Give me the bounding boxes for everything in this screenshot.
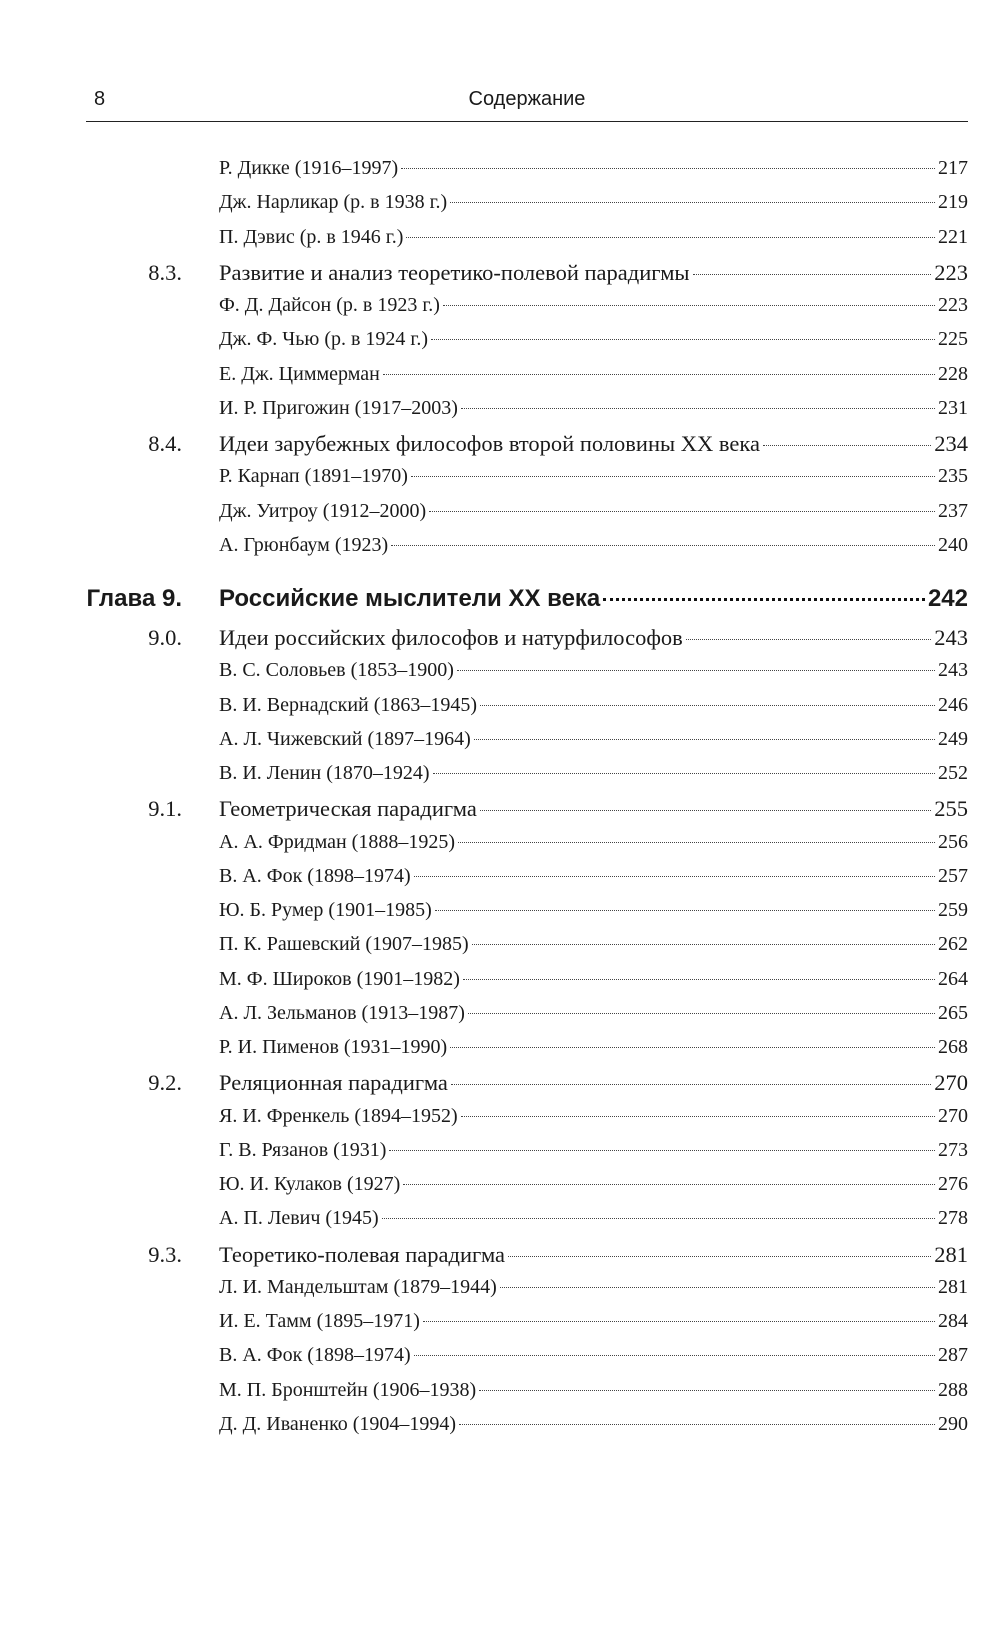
toc-person-entry[interactable]	[86, 1036, 968, 1070]
dot-leader	[472, 944, 935, 945]
toc-entry-page-number: 278	[938, 1207, 968, 1230]
dot-leader	[603, 598, 925, 601]
dot-leader	[461, 408, 935, 409]
toc-entry-title: А. П. Левич (1945)	[219, 1207, 379, 1230]
toc-person-entry[interactable]	[86, 1310, 968, 1344]
toc-entry-page-number: 242	[927, 585, 968, 612]
dot-leader	[383, 374, 935, 375]
toc-entry-page-number: 234	[934, 431, 968, 456]
toc-person-entry[interactable]	[86, 1173, 968, 1207]
toc-entry-number: 9.0.	[148, 625, 182, 650]
toc-entry-title: Ю. Б. Румер (1901–1985)	[219, 899, 432, 921]
dot-leader	[443, 305, 935, 306]
toc-entry-title: Я. И. Френкель (1894–1952)	[219, 1104, 458, 1127]
toc-person-entry[interactable]	[86, 397, 968, 431]
dot-leader	[693, 274, 932, 275]
toc-entry-title: Идеи российских философов и натурфилософов	[219, 625, 683, 650]
toc-entry-page-number: 219	[938, 191, 968, 214]
toc-entry-page-number: 221	[938, 225, 968, 248]
toc-entry-number: 8.4.	[148, 431, 182, 456]
toc-entry-page-number: 256	[938, 830, 968, 853]
toc-person-entry[interactable]	[86, 831, 968, 865]
toc-entry-title: Теоретико-полевая парадигма	[219, 1241, 506, 1267]
toc-entry-page-number: 288	[938, 1378, 968, 1401]
toc-entry-title: Реляционная парадигма	[219, 1070, 448, 1096]
toc-person-entry[interactable]	[86, 465, 968, 499]
toc-section-entry[interactable]	[86, 625, 968, 659]
toc-section-entry[interactable]	[86, 1070, 968, 1104]
toc-entry-number: Глава 9.	[86, 585, 182, 612]
dot-leader	[414, 1355, 935, 1356]
toc-entry-title: В. С. Соловьев (1853–1900)	[219, 659, 454, 682]
toc-entry-page-number: 243	[938, 659, 968, 682]
toc-entry-title: А. Грюнбаум (1923)	[219, 533, 389, 556]
dot-leader	[411, 476, 935, 477]
dot-leader	[508, 1256, 931, 1257]
toc-entry-title: Идеи зарубежных философов второй половины XX века	[219, 431, 760, 456]
toc-entry-title: Е. Дж. Циммерман	[219, 362, 380, 385]
toc-person-entry[interactable]	[86, 294, 968, 328]
toc-person-entry[interactable]	[86, 1002, 968, 1036]
dot-leader	[479, 1390, 935, 1391]
toc-entry-page-number: 290	[938, 1412, 968, 1435]
dot-leader	[463, 979, 935, 980]
toc-entry-title: Г. В. Рязанов (1931)	[219, 1138, 387, 1161]
toc-entry-title: Геометрическая парадигма	[219, 796, 477, 822]
toc-entry-page-number: 257	[938, 864, 968, 887]
toc-entry-page-number: 225	[938, 328, 968, 351]
toc-section-entry[interactable]	[86, 796, 968, 830]
toc-entry-page-number: 255	[934, 796, 968, 822]
toc-person-entry[interactable]	[86, 1276, 968, 1310]
toc-person-entry[interactable]	[86, 933, 968, 967]
toc-person-entry[interactable]	[86, 157, 968, 191]
toc-person-entry[interactable]	[86, 968, 968, 1002]
toc-person-entry[interactable]	[86, 363, 968, 397]
toc-person-entry[interactable]	[86, 865, 968, 899]
dot-leader	[480, 810, 931, 811]
running-title: Содержание	[468, 88, 586, 110]
toc-entry-title: В. А. Фок (1898–1974)	[219, 1344, 411, 1367]
dot-leader	[458, 842, 935, 843]
toc-person-entry[interactable]	[86, 659, 968, 693]
toc-person-entry[interactable]	[86, 762, 968, 796]
toc-person-entry[interactable]	[86, 1105, 968, 1139]
toc-entry-page-number: 223	[934, 259, 968, 285]
toc-person-entry[interactable]	[86, 899, 968, 933]
toc-person-entry[interactable]	[86, 1207, 968, 1241]
toc-entry-title: Д. Д. Иваненко (1904–1994)	[219, 1412, 457, 1435]
toc-person-entry[interactable]	[86, 728, 968, 762]
toc-person-entry[interactable]	[86, 1344, 968, 1378]
toc-entry-page-number: 262	[938, 933, 968, 956]
toc-entry-page-number: 231	[938, 396, 968, 419]
toc-chapter-entry[interactable]	[86, 585, 968, 625]
toc-person-entry[interactable]	[86, 1413, 968, 1447]
toc-entry-page-number: 228	[938, 362, 968, 385]
toc-entry-title: Л. И. Мандельштам (1879–1944)	[219, 1275, 497, 1298]
toc-entry-title: А. Л. Зельманов (1913–1987)	[219, 1001, 465, 1024]
toc-entry-page-number: 252	[938, 762, 968, 784]
dot-leader	[461, 1116, 935, 1117]
toc-entry-title: Ф. Д. Дайсон (р. в 1923 г.)	[219, 294, 440, 316]
toc-entry-page-number: 223	[938, 294, 968, 316]
toc-entry-title: А. А. Фридман (1888–1925)	[219, 830, 455, 853]
dot-leader	[468, 1013, 935, 1014]
toc-entry-page-number: 284	[938, 1310, 968, 1332]
toc-entry-title: И. Р. Пригожин (1917–2003)	[219, 396, 458, 419]
dot-leader	[431, 339, 935, 340]
page-header	[86, 80, 968, 122]
toc-entry-title: Р. И. Пименов (1931–1990)	[219, 1036, 448, 1058]
toc-entry-page-number: 237	[938, 499, 968, 522]
toc-entry-page-number: 240	[938, 533, 968, 556]
dot-leader	[433, 773, 935, 774]
toc-entry-page-number: 287	[938, 1344, 968, 1367]
toc-entry-title: Дж. Нарликар (р. в 1938 г.)	[219, 191, 448, 214]
dot-leader	[450, 1047, 935, 1048]
dot-leader	[451, 1084, 931, 1085]
dot-leader	[474, 739, 935, 740]
toc-entry-title: М. П. Бронштейн (1906–1938)	[219, 1378, 477, 1401]
toc-person-entry[interactable]	[86, 500, 968, 534]
dot-leader	[686, 639, 931, 640]
toc-section-entry[interactable]	[86, 260, 968, 294]
toc-person-entry[interactable]	[86, 226, 968, 260]
dot-leader	[401, 168, 935, 169]
dot-leader	[423, 1321, 935, 1322]
toc-entry-page-number: 243	[934, 625, 968, 650]
toc-entry-page-number: 281	[934, 1241, 968, 1267]
toc-entry-title: Дж. Уитроу (1912–2000)	[219, 499, 427, 522]
toc-entry-page-number: 217	[938, 157, 968, 179]
toc-person-entry[interactable]	[86, 534, 968, 568]
toc-entry-number: 9.2.	[148, 1070, 182, 1096]
toc-entry-page-number: 235	[938, 465, 968, 488]
toc-entry-page-number: 273	[938, 1138, 968, 1161]
dot-leader	[403, 1184, 935, 1185]
toc-person-entry[interactable]	[86, 1139, 968, 1173]
dot-leader	[389, 1150, 935, 1151]
header-rule	[86, 121, 968, 122]
toc-entry-title: Ю. И. Кулаков (1927)	[219, 1173, 401, 1195]
dot-leader	[435, 910, 935, 911]
toc-entry-number: 9.1.	[148, 796, 182, 822]
toc-entry-title: П. К. Рашевский (1907–1985)	[219, 933, 469, 956]
toc-entry-page-number: 276	[938, 1173, 968, 1195]
toc-entry-title: В. И. Вернадский (1863–1945)	[219, 693, 478, 716]
toc-entry-title: Развитие и анализ теоретико-полевой парадигмы	[219, 259, 690, 285]
dot-leader	[382, 1218, 935, 1219]
toc-entry-title: Р. Карнап (1891–1970)	[219, 465, 408, 488]
toc-entry-title: Р. Дикке (1916–1997)	[219, 157, 399, 179]
dot-leader	[414, 876, 935, 877]
toc-entry-page-number: 265	[938, 1001, 968, 1024]
toc-entry-title: Дж. Ф. Чью (р. в 1924 г.)	[219, 328, 429, 351]
toc-entry-page-number: 281	[938, 1275, 968, 1298]
dot-leader	[406, 237, 935, 238]
toc-entry-number: 9.3.	[148, 1241, 182, 1267]
toc-person-entry[interactable]	[86, 1379, 968, 1413]
toc-entry-number: 8.3.	[148, 259, 182, 285]
toc-entry-page-number: 249	[938, 727, 968, 750]
toc-entry-title: В. А. Фок (1898–1974)	[219, 864, 411, 887]
page-number: 8	[94, 88, 106, 110]
dot-leader	[450, 202, 935, 203]
dot-leader	[429, 511, 935, 512]
toc-entry-title: М. Ф. Широков (1901–1982)	[219, 967, 460, 990]
dot-leader	[391, 545, 935, 546]
toc-person-entry[interactable]	[86, 191, 968, 225]
toc-person-entry[interactable]	[86, 328, 968, 362]
dot-leader	[480, 705, 935, 706]
toc-person-entry[interactable]	[86, 694, 968, 728]
toc-entry-page-number: 246	[938, 693, 968, 716]
toc-entry-title: В. И. Ленин (1870–1924)	[219, 762, 430, 784]
dot-leader	[763, 445, 931, 446]
toc-entry-title: А. Л. Чижевский (1897–1964)	[219, 727, 471, 750]
toc-entry-page-number: 264	[938, 967, 968, 990]
table-of-contents	[86, 157, 968, 1447]
toc-section-entry[interactable]	[86, 1242, 968, 1276]
toc-entry-page-number: 270	[934, 1070, 968, 1096]
toc-entry-page-number: 268	[938, 1036, 968, 1058]
toc-entry-title: П. Дэвис (р. в 1946 г.)	[219, 225, 404, 248]
dot-leader	[457, 670, 935, 671]
toc-section-entry[interactable]	[86, 431, 968, 465]
toc-entry-page-number: 270	[938, 1104, 968, 1127]
toc-entry-title: Российские мыслители XX века	[219, 585, 601, 612]
dot-leader	[459, 1424, 935, 1425]
toc-entry-page-number: 259	[938, 899, 968, 921]
dot-leader	[500, 1287, 935, 1288]
toc-entry-title: И. Е. Тамм (1895–1971)	[219, 1310, 420, 1332]
